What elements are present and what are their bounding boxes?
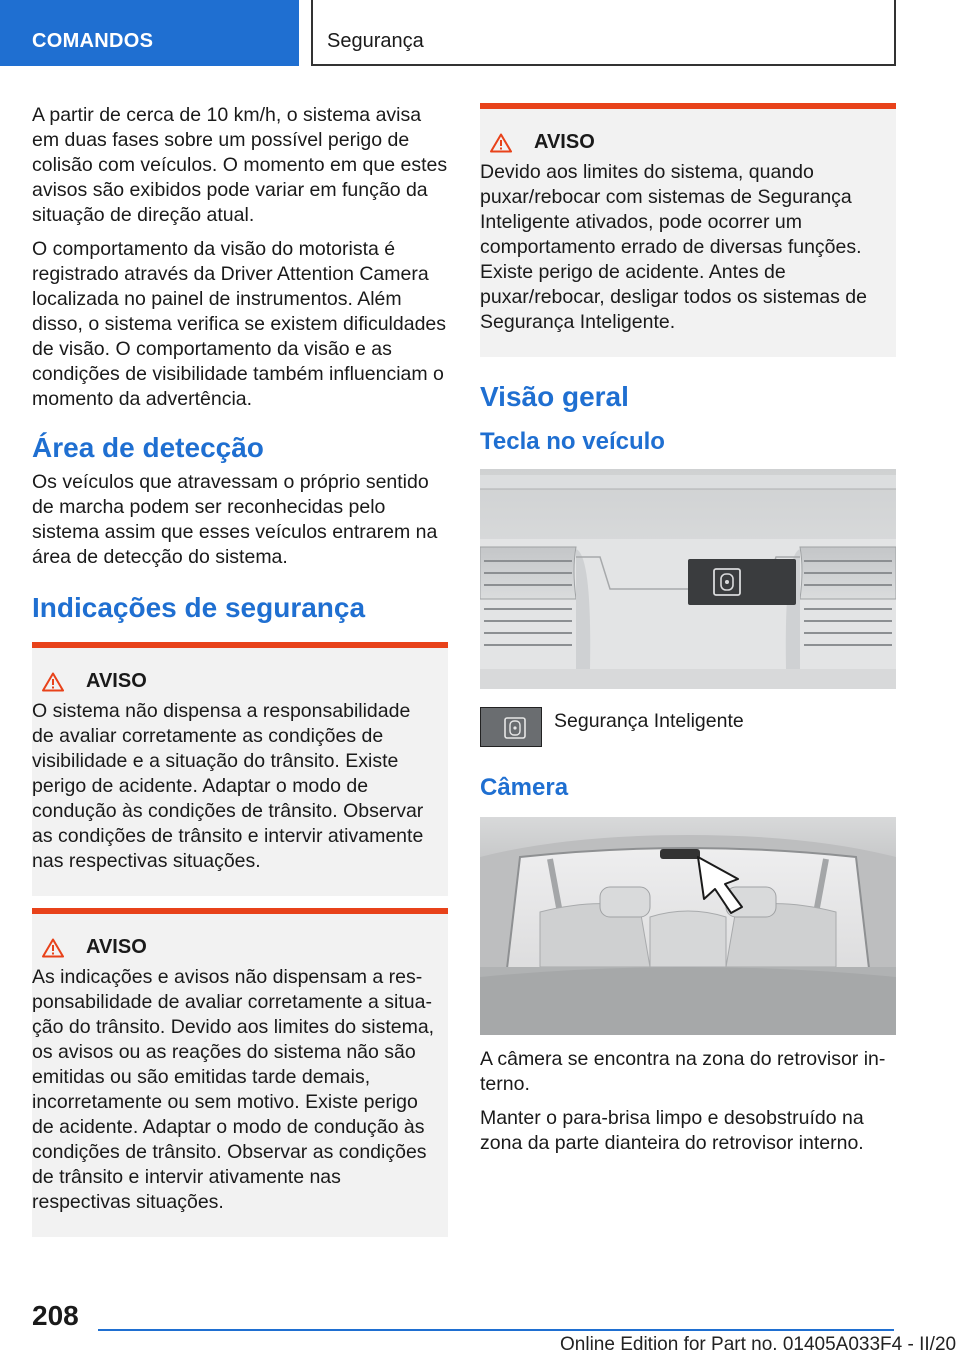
warning-triangle-icon — [490, 133, 512, 153]
warning-triangle-icon — [42, 938, 64, 958]
warning-box-1 — [32, 642, 448, 896]
header-section-label: COMANDOS — [32, 30, 154, 52]
warning-title: AVISO — [534, 131, 595, 153]
heading-detection-area: Área de detecção — [32, 432, 264, 463]
intelligent-safety-button-icon — [480, 707, 542, 747]
warning-title: AVISO — [86, 670, 147, 692]
paragraph-detection-area: Os veículos que atravessam o próprio sentido de marcha podem ser reconhecidas pelo sistema assim que esses veículos entrarem na área de detecção do sistema. — [32, 471, 438, 568]
warning-triangle-icon — [42, 672, 64, 692]
warning-header — [490, 131, 884, 154]
warning-box-3 — [480, 103, 896, 357]
warning-text: As indicações e avisos não dispensam a responsabilidade de avaliar corretamente a situação do trânsito. Devido aos limites do sistema, os avisos ou as reações do sistema não são emitidas ou são emitidas tarde demais, incorretamente ou sem motivo. Existe perigo de acidente. Adaptar o modo de condução às condições de trânsito. Observar as condições de trânsito e intervir ativamente nas respectivas situações. — [32, 966, 435, 1213]
footer-edition: Online Edition for Part no. 01405A033F4 - II/20 — [560, 1334, 957, 1355]
paragraph-camera-location: A câmera se encontra na zona do retrovisor interno. — [480, 1048, 886, 1095]
header-chapter-box — [311, 0, 896, 66]
warning-header — [42, 936, 436, 959]
warning-box-2 — [32, 908, 448, 1237]
right-column — [480, 103, 896, 1165]
warning-text: Devido aos limites do sistema, quando puxar/rebocar com sistemas de Segurança Inteligente ativados, pode ocorrer um comportamento errado de diversas funções. Existe perigo de acidente. Antes de puxar/rebocar, desligar todos os sistemas de Segurança Inteligente. — [480, 161, 867, 333]
car-interior-illustration — [480, 817, 896, 1035]
warning-title: AVISO — [86, 936, 147, 958]
heading-camera: Câmera — [480, 774, 569, 801]
left-column — [32, 103, 448, 1237]
paragraph-warning-phases: A partir de cerca de 10 km/h, o sistema avisa em duas fases sobre um possível perigo de colisão com veículos. O momento em que estes avisos são exibidos pode variar em função da situação de direção atual. — [32, 104, 448, 226]
warning-header — [42, 670, 436, 693]
header-section-tab — [0, 0, 299, 66]
paragraph-driver-attention: O comportamento da visão do motorista é registrado através da Driver Attention Camera localizada no painel de instrumentos. Além disso, o sistema verifica se existem dificuldades de visão. O comportamento da visão e as condições de visibilidade também influenciam o momento da advertência. — [32, 238, 447, 410]
heading-vehicle-button: Tecla no veículo — [480, 428, 665, 455]
dashboard-button-photo — [480, 469, 896, 689]
dashboard-illustration — [480, 469, 896, 689]
paragraph-camera-clean: Manter o para-brisa limpo e desobstruído na zona da parte dianteira do retrovisor interno. — [480, 1107, 864, 1154]
page-number: 208 — [32, 1300, 79, 1331]
camera-location-photo — [480, 817, 896, 1035]
header-chapter-label: Segurança — [327, 30, 424, 52]
heading-overview: Visão geral — [480, 381, 629, 412]
button-legend-row — [480, 707, 896, 747]
warning-text: O sistema não dispensa a responsabilidade de avaliar corretamente as condições de visibilidade e a situação do trânsito. Existe perigo de acidente. Adaptar o modo de condução às condições de trânsito. Observar as condições de trânsito e intervir ativamente nas respectivas situações. — [32, 700, 424, 872]
footer-rule — [98, 1329, 894, 1331]
button-legend-label: Segurança Inteligente — [554, 710, 744, 732]
car-shield-icon — [481, 708, 543, 748]
heading-safety-notes: Indicações de segurança — [32, 592, 366, 623]
